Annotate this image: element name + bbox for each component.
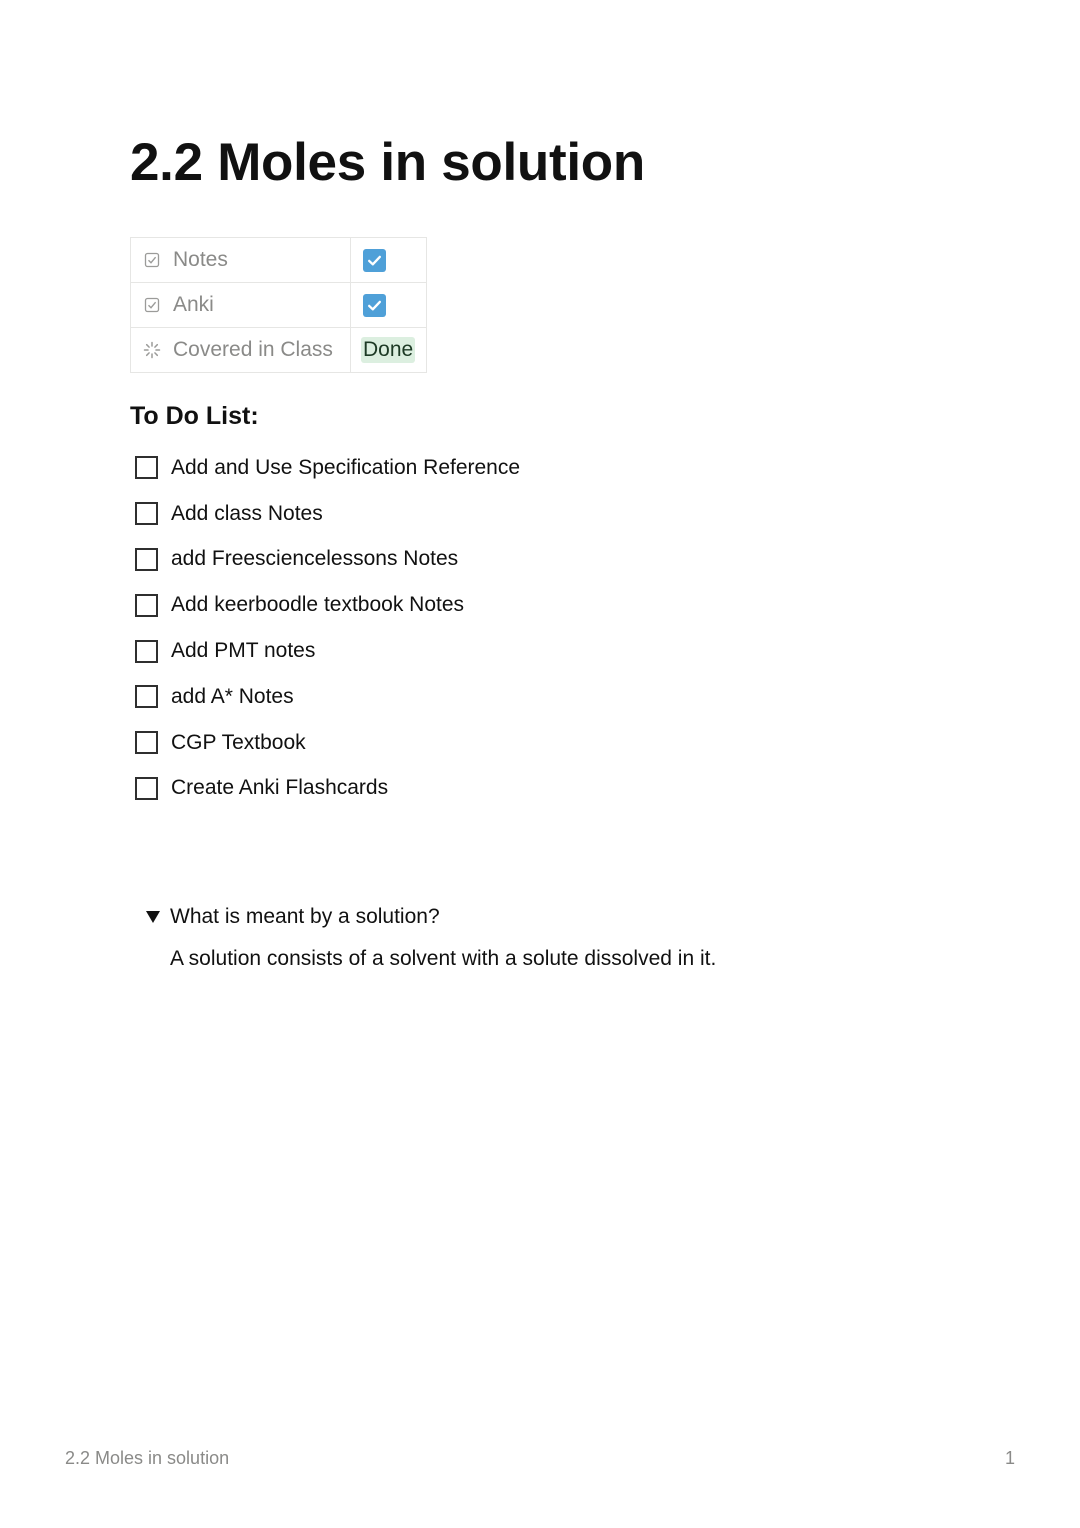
triangle-down-icon[interactable] [144, 909, 162, 925]
todo-label: Add class Notes [171, 501, 323, 525]
checkbox-property-icon [143, 296, 161, 314]
toggle-header[interactable] [144, 903, 716, 931]
property-row-notes [131, 238, 427, 283]
checkmark-icon [366, 252, 383, 269]
property-value-cell[interactable] [351, 283, 427, 328]
todo-label: Add PMT notes [171, 639, 316, 663]
todo-heading: To Do List: [130, 402, 259, 430]
toggle-question: What is meant by a solution? [170, 905, 440, 928]
todo-item [135, 582, 520, 628]
page-number: 1 [1004, 1448, 1015, 1468]
page-title: 2.2 Moles in solution [130, 133, 645, 192]
todo-item [135, 674, 520, 720]
notes-checkbox[interactable] [363, 249, 386, 272]
property-row-anki [131, 283, 427, 328]
property-value-cell[interactable] [351, 238, 427, 283]
anki-checkbox[interactable] [363, 294, 386, 317]
todo-checkbox[interactable] [135, 777, 158, 800]
property-value-cell[interactable] [351, 328, 427, 373]
todo-label: Create Anki Flashcards [171, 776, 389, 800]
todo-item [135, 537, 520, 583]
todo-checkbox[interactable] [135, 731, 158, 754]
todo-label: Add and Use Specification Reference [171, 455, 521, 479]
toggle-block [144, 903, 716, 971]
status-badge[interactable]: Done [363, 338, 414, 361]
todo-checkbox[interactable] [135, 685, 158, 708]
todo-item [135, 720, 520, 766]
todo-label: Add keerboodle textbook Notes [171, 593, 465, 617]
property-label: Covered in Class [173, 338, 333, 361]
property-label: Notes [173, 248, 228, 271]
todo-list [135, 445, 520, 811]
property-row-covered-in-class [131, 328, 427, 373]
property-label: Anki [173, 293, 214, 316]
property-name-cell [131, 328, 351, 373]
todo-label: CGP Textbook [171, 730, 306, 754]
footer-title: 2.2 Moles in solution [65, 1448, 230, 1468]
todo-label: add A* Notes [171, 684, 294, 708]
properties-table [130, 237, 427, 373]
todo-checkbox[interactable] [135, 594, 158, 617]
checkmark-icon [366, 297, 383, 314]
todo-item [135, 766, 520, 812]
toggle-answer: A solution consists of a solvent with a solute dissolved in it. [170, 947, 717, 970]
todo-label: add Freesciencelessons Notes [171, 547, 459, 571]
todo-checkbox[interactable] [135, 548, 158, 571]
todo-item [135, 628, 520, 674]
todo-checkbox[interactable] [135, 502, 158, 525]
status-property-icon [143, 341, 161, 359]
property-name-cell [131, 238, 351, 283]
todo-item [135, 491, 520, 537]
todo-checkbox[interactable] [135, 456, 158, 479]
todo-item [135, 445, 520, 491]
property-name-cell [131, 283, 351, 328]
todo-checkbox[interactable] [135, 640, 158, 663]
checkbox-property-icon [143, 251, 161, 269]
